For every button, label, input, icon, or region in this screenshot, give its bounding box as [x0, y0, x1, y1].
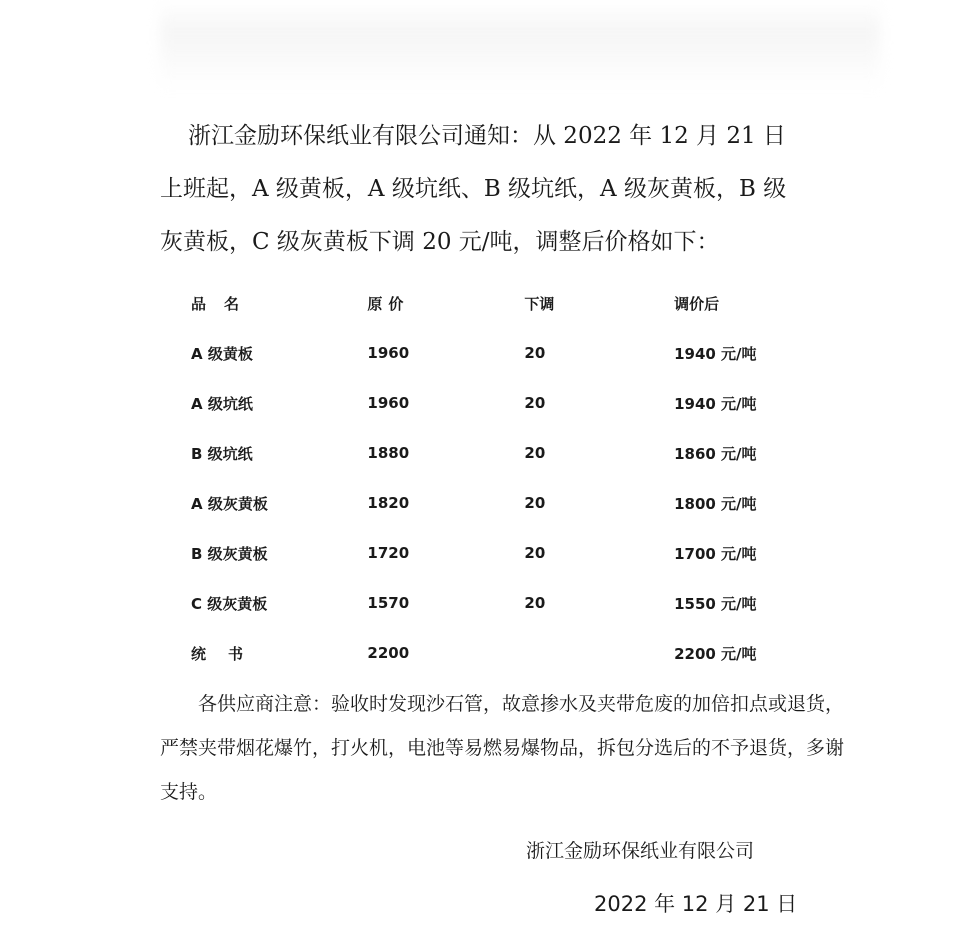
cell-original: 1880: [367, 444, 410, 462]
notice-line-1: 浙江金励环保纸业有限公司通知：从 2022 年 12 月 21 日: [188, 123, 786, 149]
cell-adjusted: 1800 元/吨: [674, 494, 757, 513]
cell-adjusted: 1550 元/吨: [674, 594, 757, 613]
cell-name: C 级灰黄板: [191, 594, 268, 613]
cell-original: 1720: [367, 544, 410, 562]
table-row: [165, 328, 805, 378]
table-row: [165, 578, 805, 628]
faint-background-mark: [160, 0, 880, 90]
cell-adjusted: 1940 元/吨: [674, 344, 757, 363]
price-table: [165, 278, 805, 678]
table-row: [165, 428, 805, 478]
cell-original: 2200: [367, 644, 410, 662]
cell-adjusted: 2200 元/吨: [674, 644, 757, 663]
cell-name: 统书: [191, 644, 266, 663]
table-row: [165, 528, 805, 578]
cell-original: 1570: [367, 594, 410, 612]
supplier-notice: 各供应商注意：验收时发现沙石管，故意掺水及夹带危废的加倍扣点或退货，严禁夹带烟花爆竹，打火机，电池等易燃易爆物品，拆包分选后的不予退货，多谢支持。: [160, 693, 845, 803]
cell-original: 1960: [367, 394, 410, 412]
cell-original: 1820: [367, 494, 410, 512]
header-reduction: 下调: [524, 294, 555, 313]
signature-date: 2022 年 12 月 21 日: [594, 892, 798, 916]
cell-name: A 级坑纸: [191, 394, 253, 413]
cell-adjusted: 1700 元/吨: [674, 544, 757, 563]
notice-line-2: 上班起，A 级黄板，A 级坑纸、B 级坑纸，A 级灰黄板，B 级: [160, 176, 787, 202]
cell-reduction: [484, 628, 628, 678]
header-original-price: 原价: [367, 294, 410, 313]
signature-company: 浙江金励环保纸业有限公司: [526, 840, 755, 862]
cell-reduction: 20: [524, 494, 546, 512]
cell-reduction: 20: [524, 344, 546, 362]
table-header-row: [165, 278, 805, 328]
cell-name: B 级坑纸: [191, 444, 253, 463]
cell-name: A 级灰黄板: [191, 494, 268, 513]
notice-line-3: 灰黄板，C 级灰黄板下调 20 元/吨，调整后价格如下：: [160, 229, 720, 255]
header-adjusted-price: 调价后: [674, 294, 720, 313]
cell-reduction: 20: [524, 594, 546, 612]
cell-name: A 级黄板: [191, 344, 253, 363]
cell-reduction: 20: [524, 444, 546, 462]
table-row: [165, 378, 805, 428]
header-name: 品名: [191, 294, 258, 313]
table-row: [165, 628, 805, 678]
cell-original: 1960: [367, 344, 410, 362]
notice-paragraph: [160, 110, 850, 269]
cell-reduction: 20: [524, 544, 546, 562]
table-row: [165, 478, 805, 528]
cell-adjusted: 1860 元/吨: [674, 444, 757, 463]
cell-adjusted: 1940 元/吨: [674, 394, 757, 413]
cell-reduction: 20: [524, 394, 546, 412]
cell-name: B 级灰黄板: [191, 544, 268, 563]
